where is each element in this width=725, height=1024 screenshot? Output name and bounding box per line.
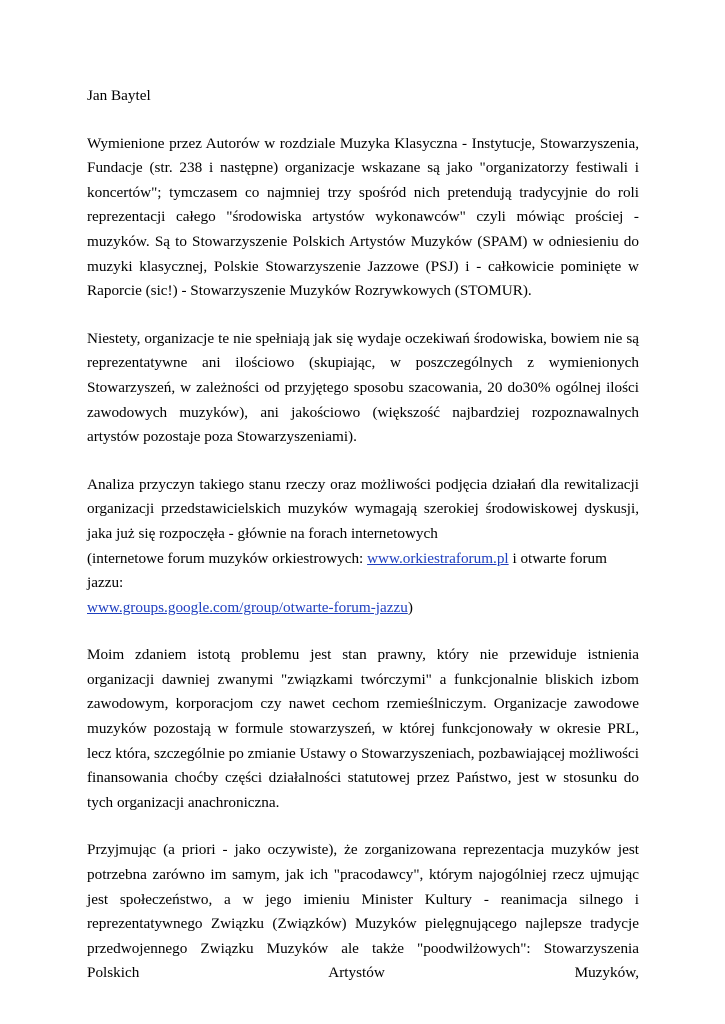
paragraph-3-forum-line: [87, 547, 639, 596]
paragraph-4: Moim zdaniem istotą problemu jest stan prawny, który nie przewiduje istnienia organizacji dawniej zwanymi "związkami twórczymi" a funkcjonalnie bliskich izbom zawodowym, korporacjom czy nawet cechom rzemieślniczym. Organizacje zawodowe muzyków pozostają w formule stowarzyszeń, w której funkcjonowały w okresie PRL, lecz która, szczególnie po zmianie Ustawy o Stowarzyszeniach, pozbawiającej możliwości finansowania choćby części działalności statutowej przez Państwo, jest w stosunku do tych organizacji anachroniczna.: [87, 646, 640, 811]
paragraph-3-google-line: [87, 596, 639, 621]
paragraph-2: Niestety, organizacje te nie spełniają jak się wydaje oczekiwań środowiska, bowiem nie są reprezentatywne ani ilościowo (skupiając, w poszczególnych z wymienionych Stowarzyszeń, w zależności od przyjętego sposobu szacowania, 20 do30% ogólnej ilości zawodowych muzyków), ani jakościowo (większość najbardziej rozpoznawalnych artystów pozostaje poza Stowarzyszeniami).: [87, 329, 639, 446]
closing-paren: ): [407, 598, 413, 616]
forum-prefix-text: (internetowe forum muzyków orkiestrowych:: [87, 549, 368, 567]
paragraph-3-text: Analiza przyczyn takiego stanu rzeczy oraz możliwości podjęcia działań dla rewitalizacji organizacji przedstawicielskich muzyków wymagają szerokiej środowiskowej dyskusji, jaka już się rozpoczęła - głównie na forach internetowych: [87, 475, 639, 542]
paragraph-3: [87, 473, 639, 621]
author-name: Jan Baytel: [87, 87, 151, 104]
document-page: [87, 84, 639, 986]
forum-suffix-text: i otwarte forum jazzu:: [87, 549, 607, 592]
paragraph-5: Przyjmując (a priori - jako oczywiste), że zorganizowana reprezentacja muzyków jest potrzebna zarówno im samym, jak ich "pracodawcy", którym najogólniej rzecz ujmując jest społeczeństwo, a w jego imieniu Minister Kultury - reanimacja silnego i reprezentatywnego Związku (Związków) Muzyków pielęgnującego najlepsze tradycje przedwojennego Związku Muzyków ale także "poodwilżowych": Stowarzyszenia Polskich Artystów Muzyków,: [87, 841, 639, 982]
otwarte-forum-jazzu-link[interactable]: www.groups.google.com/group/otwarte-forum-jazzu: [87, 598, 408, 616]
orkiestraforum-link[interactable]: www.orkiestraforum.pl: [367, 549, 509, 567]
paragraph-1: Wymienione przez Autorów w rozdziale Muzyka Klasyczna - Instytucje, Stowarzyszenia, Fundacje (str. 238 i następne) organizacje wskazane są jako "organizatorzy festiwali i koncertów"; tymczasem co najmniej trzy spośród nich pretendują tradycyjnie do roli reprezentacji całego "środowiska artystów wykonawców" czyli mówiąc prościej - muzyków. Są to Stowarzyszenie Polskich Artystów Muzyków (SPAM) w odniesieniu do muzyki klasycznej, Polskie Stowarzyszenie Jazzowe (PSJ) i - całkowicie pominięte w Raporcie (sic!) - Stowarzyszenie Muzyków Rozrywkowych (STOMUR).: [87, 134, 639, 300]
